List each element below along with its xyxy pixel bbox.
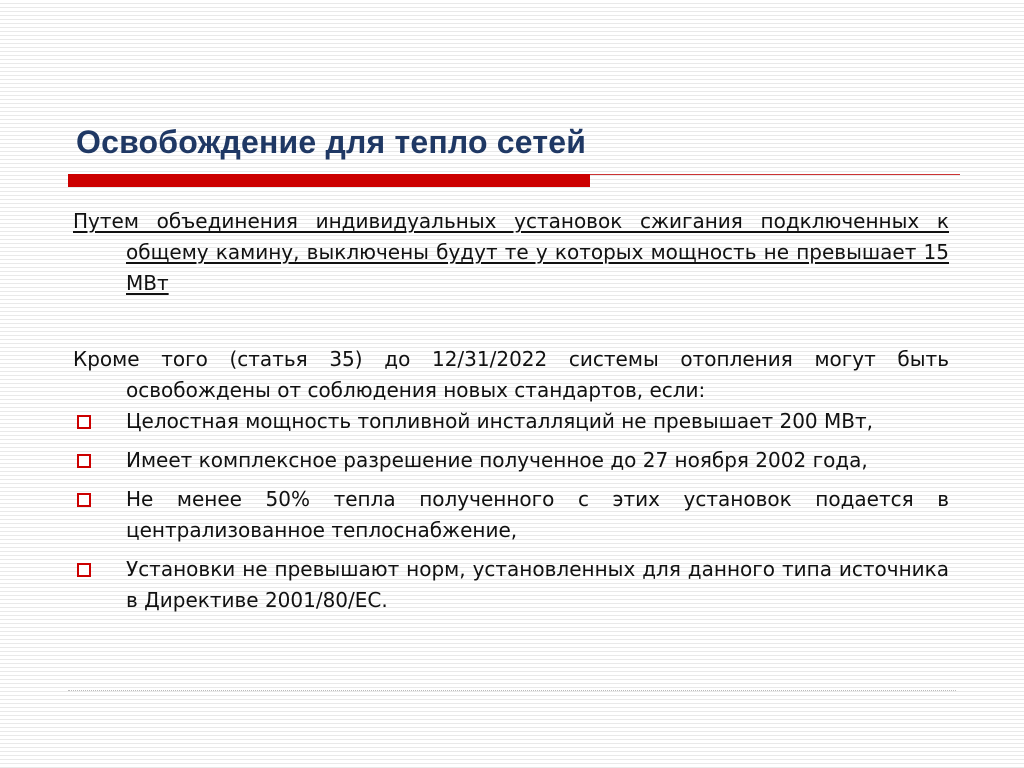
list-item	[73, 445, 949, 476]
conditions-list	[73, 406, 949, 616]
list-item	[73, 406, 949, 437]
lead-paragraph: Кроме того (статья 35) до 12/31/2022 системы отопления могут быть освобождены от соблюдения новых стандартов, если:	[73, 347, 949, 402]
hollow-square-bullet-icon	[77, 493, 91, 507]
list-item-text: Имеет комплексное разрешение полученное до 27 ноября 2002 года,	[126, 448, 868, 472]
list-item	[73, 484, 949, 546]
list-item-text: Не менее 50% тепла полученного с этих установок подается в централизованное теплоснабжение,	[126, 487, 949, 542]
list-item	[73, 554, 949, 616]
hollow-square-bullet-icon	[77, 454, 91, 468]
title-accent-bar	[68, 174, 590, 187]
list-item-text: Установки не превышают норм, установленных для данного типа источника в Директиве 2001/80/ЕС.	[126, 557, 949, 612]
title-divider-line	[590, 174, 960, 175]
hollow-square-bullet-icon	[77, 563, 91, 577]
slide-body	[73, 206, 949, 624]
intro-paragraph: Путем объединения индивидуальных установок сжигания подключенных к общему камину, выключены будут те у которых мощность не превышает 15 МВт	[73, 209, 949, 295]
hollow-square-bullet-icon	[77, 415, 91, 429]
footer-divider	[68, 690, 956, 691]
list-item-text: Целостная мощность топливной инсталляций не превышает 200 МВт,	[126, 409, 874, 433]
slide-title: Освобождение для тепло сетей	[76, 124, 587, 160]
paragraph-spacer	[73, 299, 949, 344]
